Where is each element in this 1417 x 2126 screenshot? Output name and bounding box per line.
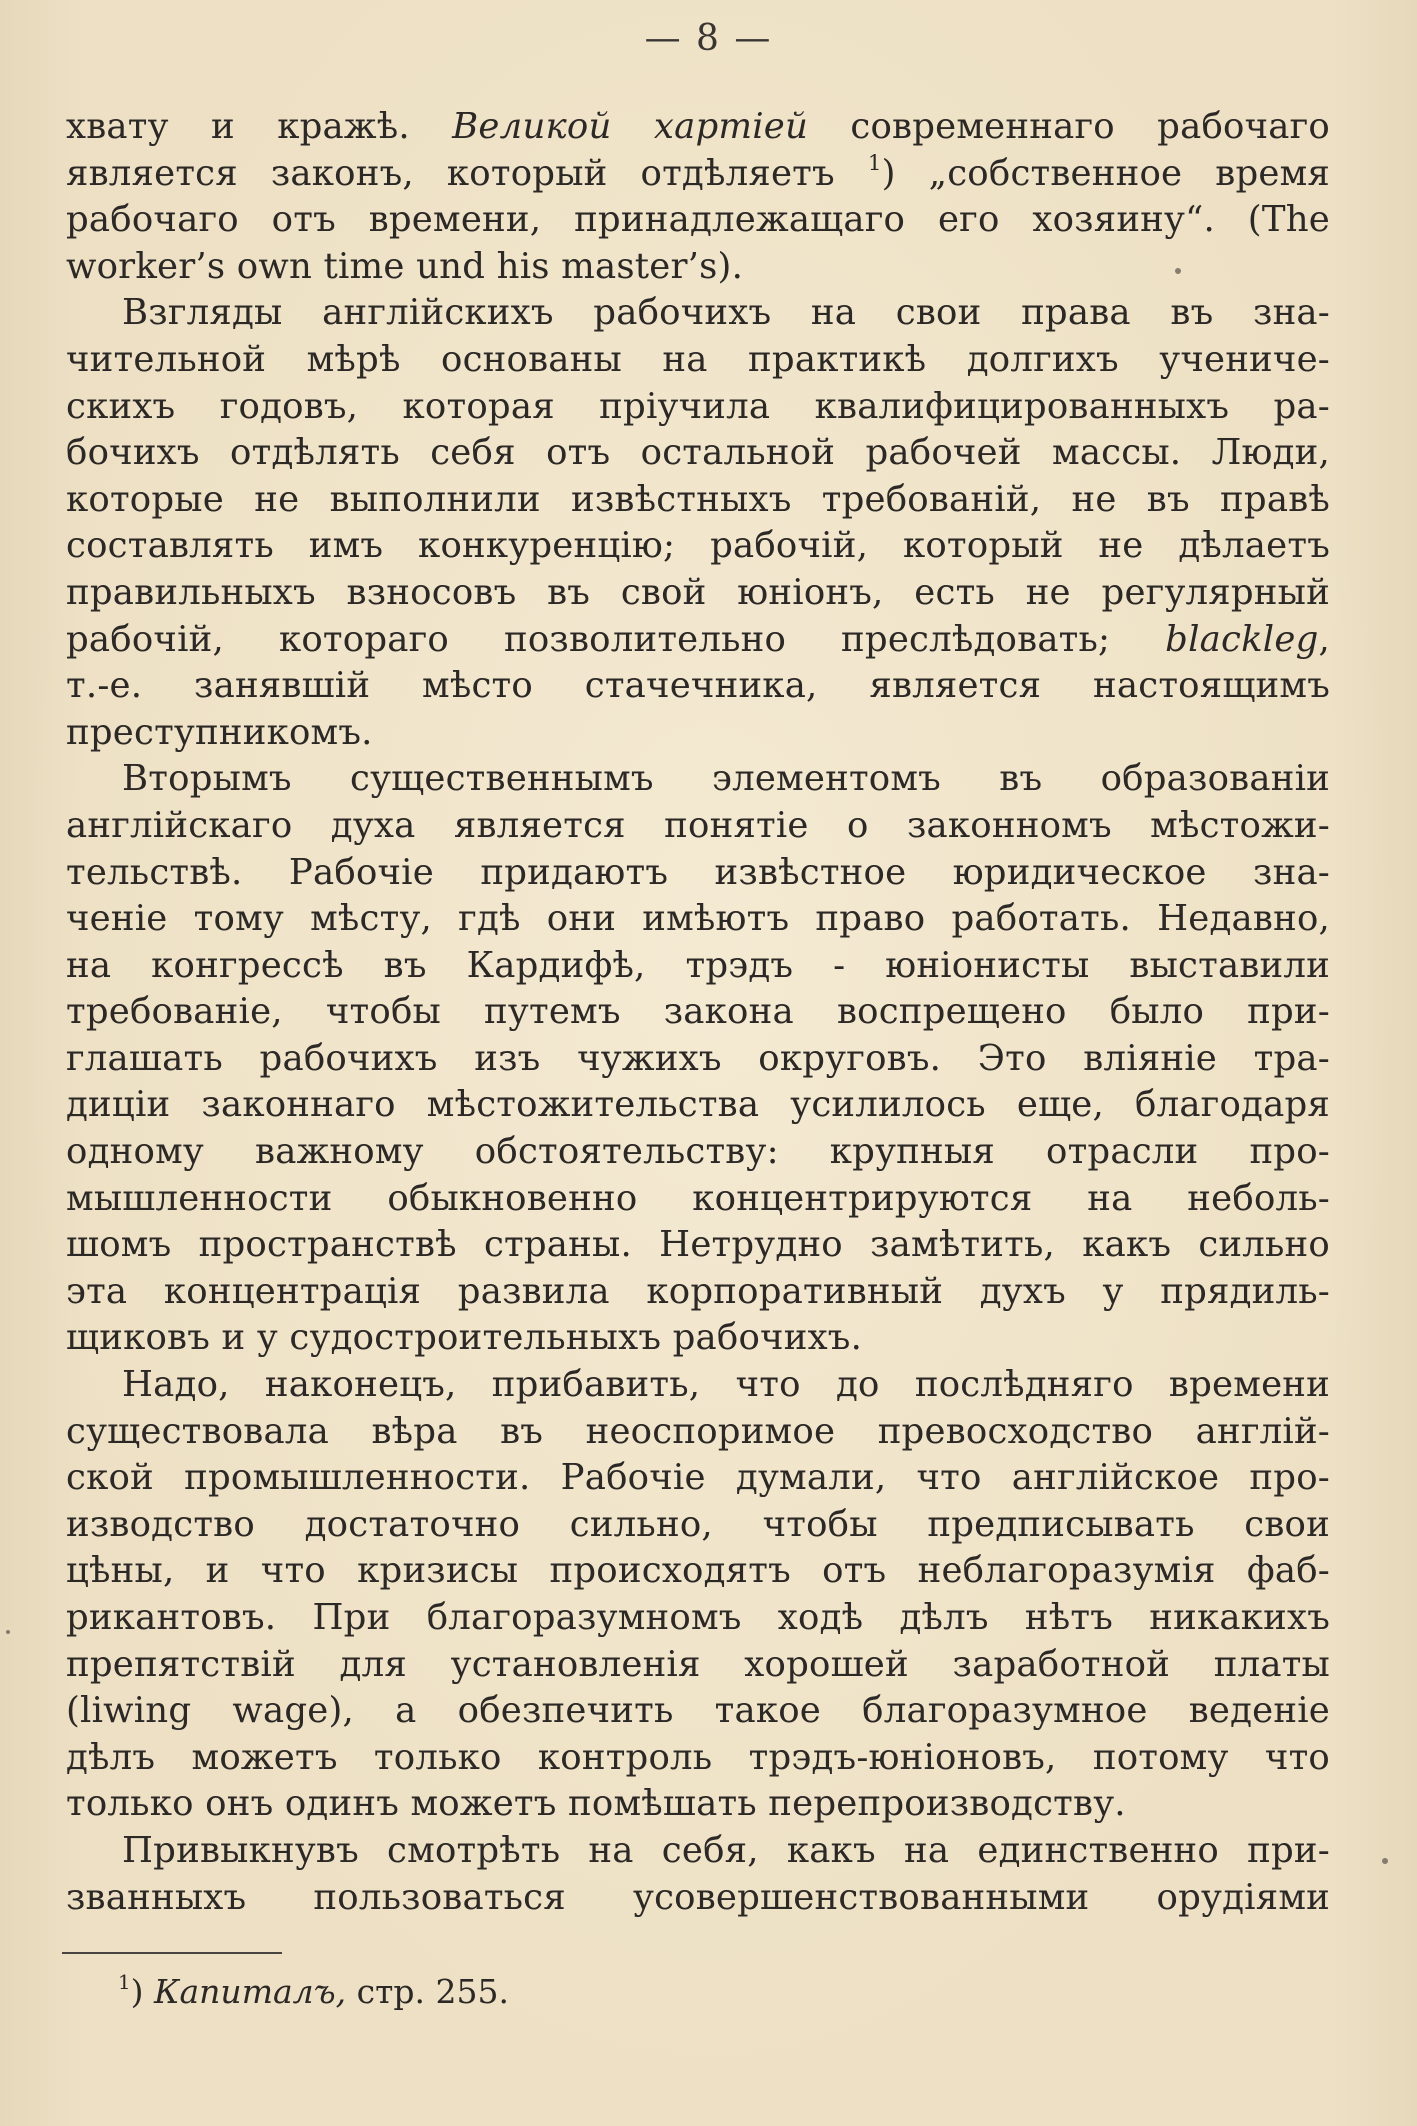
text-line bbox=[66, 1409, 1330, 1456]
text-segment: современнаго рабочаго bbox=[808, 106, 1330, 147]
footnote-divider bbox=[62, 1952, 282, 1954]
text-line bbox=[66, 710, 1330, 757]
text-line bbox=[66, 1455, 1330, 1502]
footnote-page-ref: стр. 255. bbox=[346, 1972, 509, 2011]
text-segment: чительной мѣрѣ основаны на практикѣ долгихъ учениче- bbox=[66, 338, 1330, 380]
text-segment: дѣлъ можетъ только контроль трэдъ-юніоновъ, потому что bbox=[66, 1736, 1330, 1778]
text-segment: правильныхъ взносовъ въ свой юніонъ, есть не регулярный bbox=[66, 571, 1330, 613]
text-segment: преступникомъ. bbox=[66, 711, 373, 753]
text-line bbox=[66, 943, 1330, 990]
text-segment: диціи законнаго мѣстожительства усилилось еще, благодаря bbox=[66, 1084, 1330, 1126]
text-line bbox=[66, 290, 1330, 337]
text-segment: рикантовъ. При благоразумномъ ходѣ дѣлъ нѣтъ никакихъ bbox=[66, 1597, 1330, 1638]
text-line bbox=[66, 1315, 1330, 1362]
text-line bbox=[66, 570, 1330, 617]
text-segment: только онъ одинъ можетъ помѣшать перепроизводству. bbox=[66, 1783, 1126, 1825]
text-line bbox=[66, 430, 1330, 477]
text-segment: на конгрессѣ въ Кардифѣ, трэдъ - юніонисты выставили bbox=[66, 944, 1330, 986]
text-segment: рабочаго отъ времени, принадлежащаго его хозяину“. (The bbox=[66, 199, 1330, 241]
text-line bbox=[66, 1269, 1330, 1316]
text-line bbox=[66, 104, 1330, 151]
text-segment: составлять имъ конкуренцію; рабочій, который не дѣлаетъ bbox=[66, 525, 1330, 567]
text-segment: (liwing wage), а обезпечить такое благоразумное веденіе bbox=[66, 1690, 1330, 1732]
text-line bbox=[66, 1828, 1330, 1875]
text-line bbox=[66, 1781, 1330, 1828]
text-segment: тельствѣ. Рабочіе придаютъ извѣстное юридическое зна- bbox=[66, 851, 1330, 893]
text-segment: Привыкнувъ смотрѣть на себя, какъ на единственно при- bbox=[122, 1829, 1330, 1871]
paper-speck bbox=[6, 1630, 10, 1634]
text-segment: званныхъ пользоваться усовершенствованными орудіями bbox=[66, 1876, 1330, 1918]
text-line bbox=[66, 197, 1330, 244]
text-line bbox=[66, 1642, 1330, 1689]
italic-segment: blackleg bbox=[1165, 618, 1319, 660]
text-line bbox=[66, 850, 1330, 897]
text-line bbox=[66, 1875, 1330, 1922]
text-segment: скихъ годовъ, которая пріучила квалифицированныхъ ра- bbox=[66, 385, 1330, 427]
text-segment: ) „собственное время bbox=[881, 152, 1331, 194]
text-segment: изводство достаточно сильно, чтобы предписывать свои bbox=[66, 1503, 1330, 1545]
text-segment: Взгляды англійскихъ рабочихъ на свои права въ зна- bbox=[122, 292, 1330, 334]
text-line bbox=[66, 617, 1330, 664]
text-segment: бочихъ отдѣлять себя отъ остальной рабочей массы. Люди, bbox=[66, 432, 1330, 474]
text-segment: ченіе тому мѣсту, гдѣ они имѣютъ право работать. Недавно, bbox=[66, 898, 1330, 940]
text-line bbox=[66, 151, 1330, 198]
text-line bbox=[66, 1222, 1330, 1269]
text-segment: требованіе, чтобы путемъ закона воспрещено было при- bbox=[66, 991, 1330, 1033]
text-segment: препятствій для установленія хорошей заработной платы bbox=[66, 1643, 1330, 1685]
paper-speck bbox=[1382, 1858, 1388, 1864]
text-line bbox=[66, 1735, 1330, 1782]
text-segment: рабочій, котораго позволительно преслѣдовать; bbox=[66, 618, 1166, 660]
footnote-marker-close: ) bbox=[130, 1972, 144, 2011]
text-segment: щиковъ и у судостроительныхъ рабочихъ. bbox=[66, 1317, 863, 1359]
text-segment: , bbox=[1318, 618, 1330, 660]
text-segment: ской промышленности. Рабочіе думали, что англійское про- bbox=[66, 1457, 1330, 1499]
text-line bbox=[66, 477, 1330, 524]
text-line bbox=[66, 337, 1330, 384]
text-line bbox=[66, 1362, 1330, 1409]
text-line bbox=[66, 803, 1330, 850]
text-line bbox=[66, 244, 1330, 291]
text-segment: англійскаго духа является понятіе о законномъ мѣстожи- bbox=[66, 804, 1330, 846]
footnote bbox=[118, 1970, 509, 2014]
text-segment: шомъ пространствѣ страны. Нетрудно замѣтить, какъ сильно bbox=[66, 1224, 1330, 1266]
text-segment: является законъ, который отдѣляетъ bbox=[66, 152, 868, 194]
page-number: — 8 — bbox=[644, 18, 773, 59]
text-line bbox=[66, 523, 1330, 570]
text-line bbox=[66, 1548, 1330, 1595]
text-segment: глашать рабочихъ изъ чужихъ округовъ. Это вліяніе тра- bbox=[66, 1037, 1330, 1079]
text-line bbox=[66, 989, 1330, 1036]
text-line bbox=[66, 896, 1330, 943]
paper-speck bbox=[1175, 268, 1181, 274]
footnote-marker: 1 bbox=[118, 1971, 131, 1995]
text-line bbox=[66, 1082, 1330, 1129]
italic-segment: Великой хартіей bbox=[452, 106, 809, 147]
text-line bbox=[66, 1129, 1330, 1176]
text-segment: существовала вѣра въ неоспоримое превосходство англій- bbox=[66, 1410, 1330, 1452]
text-segment: Вторымъ существеннымъ элементомъ въ образованіи bbox=[122, 758, 1330, 800]
text-line bbox=[66, 663, 1330, 710]
text-segment: цѣны, и что кризисы происходятъ отъ неблагоразумія фаб- bbox=[66, 1550, 1330, 1592]
text-segment: эта концентрація развила корпоративный духъ у прядиль- bbox=[66, 1270, 1330, 1312]
text-segment: хвату и кражѣ. bbox=[66, 106, 453, 147]
text-segment: Надо, наконецъ, прибавить, что до послѣдняго времени bbox=[122, 1364, 1330, 1406]
footnote-reference: 1 bbox=[867, 150, 882, 176]
text-segment: т.-е. занявшій мѣсто стачечника, является настоящимъ bbox=[66, 665, 1330, 707]
text-segment: мышленности обыкновенно концентрируются на неболь- bbox=[66, 1177, 1330, 1219]
text-line bbox=[66, 1176, 1330, 1223]
footnote-source: Капиталъ, bbox=[153, 1972, 347, 2011]
text-line bbox=[66, 1502, 1330, 1549]
main-text bbox=[66, 104, 1330, 1921]
text-line bbox=[66, 1688, 1330, 1735]
text-segment: которые не выполнили извѣстныхъ требованій, не въ правѣ bbox=[66, 478, 1330, 520]
text-segment: одному важному обстоятельству: крупныя отрасли про- bbox=[66, 1131, 1330, 1173]
text-line bbox=[66, 384, 1330, 431]
text-segment: worker’s own time und his master’s). bbox=[66, 245, 744, 287]
text-line bbox=[66, 1036, 1330, 1083]
text-line bbox=[66, 756, 1330, 803]
text-line bbox=[66, 1595, 1330, 1642]
